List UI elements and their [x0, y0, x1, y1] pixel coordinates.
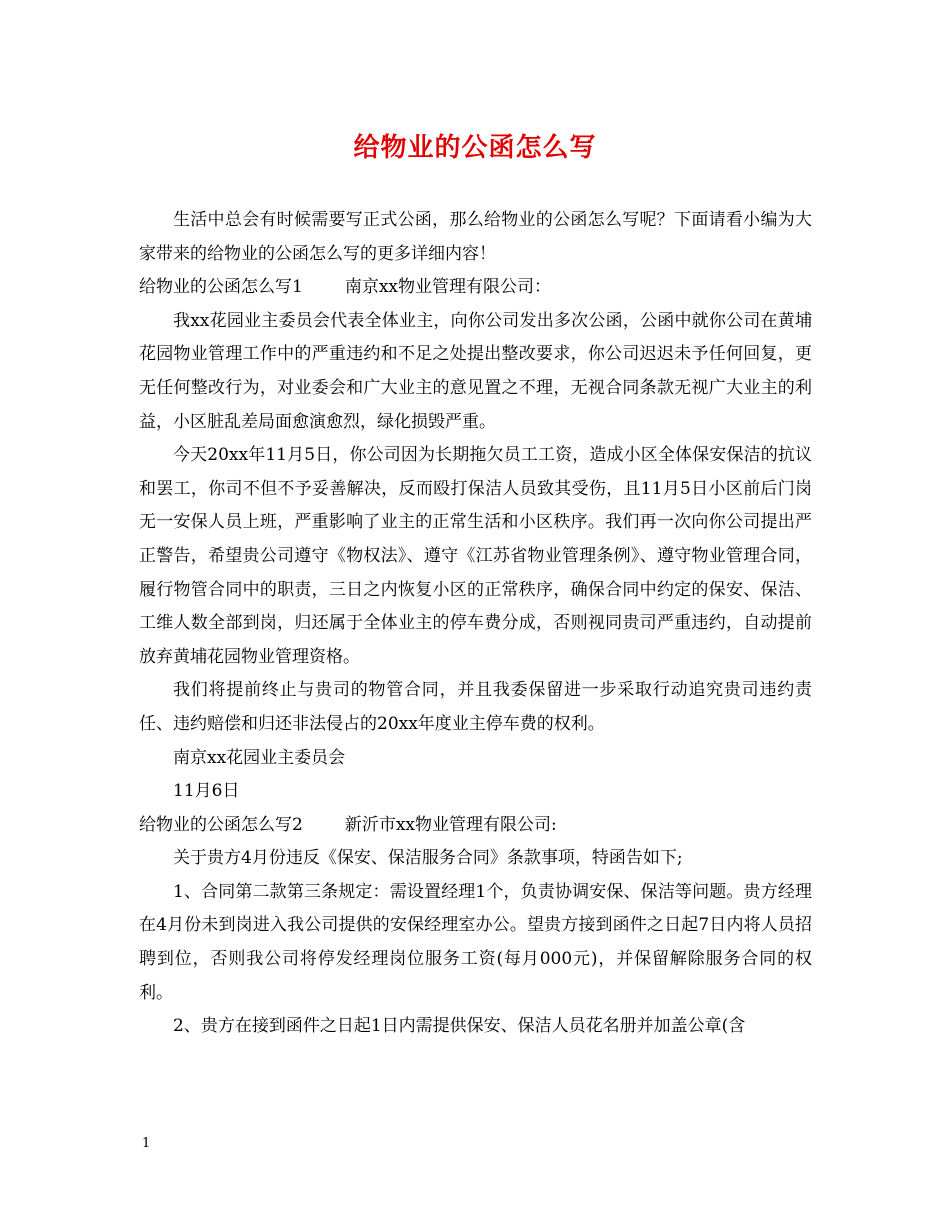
letter1-recipient: 南京xx物业管理有限公司：: [344, 277, 552, 298]
letter1-paragraph-3: 我们将提前终止与贵司的物管合同，并且我委保留进一步采取行动追究贵司违约责任、违约赔偿和归还非法侵占的20xx年度业主停车费的权利。: [139, 680, 812, 734]
letter1-heading-label: 给物业的公函怎么写1: [139, 277, 303, 298]
letter2-paragraph-2: 1、合同第二款第三条规定：需设置经理1个，负责协调安保、保洁等问题。贵方经理在4月份未到岗进入我公司提供的安保经理室办公。望贵方接到函件之日起7日内将人员招聘到位，否则我公司将停发经理岗位服务工资(每月000元)，并保留解除服务合同的权利。: [139, 881, 812, 1003]
letter1-heading: [139, 271, 812, 305]
intro-paragraph: 生活中总会有时候需要写正式公函，那么给物业的公函怎么写呢？下面请看小编为大家带来的给物业的公函怎么写的更多详细内容！: [139, 210, 812, 264]
letter2-heading: [139, 809, 812, 843]
document-body: [139, 204, 812, 1044]
letter2-heading-label: 给物业的公函怎么写2: [139, 814, 303, 835]
page-number: 1: [142, 1136, 151, 1151]
letter2-recipient: 新沂市xx物业管理有限公司:: [344, 814, 557, 835]
letter2-paragraph-3: 2、贵方在接到函件之日起1日内需提供保安、保洁人员花名册并加盖公章(含: [173, 1016, 746, 1037]
letter2-paragraph-1: 关于贵方4月份违反《保安、保洁服务合同》条款事项，特函告如下;: [173, 848, 683, 869]
letter1-paragraph-2: 今天20xx年11月5日，你公司因为长期拖欠员工工资，造成小区全体保安保洁的抗议和罢工，你司不但不予妥善解决，反而殴打保洁人员致其受伤，且11月5日小区前后门岗无一安保人员上班，严重影响了业主的正常生活和小区秩序。我们再一次向你公司提出严正警告，希望贵公司遵守《物权法》、遵守《江苏省物业管理条例》、遵守物业管理合同，履行物管合同中的职责，三日之内恢复小区的正常秩序，确保合同中约定的保安、保洁、工维人数全部到岗，归还属于全体业主的停车费分成，否则视同贵司严重违约，自动提前放弃黄埔花园物业管理资格。: [139, 445, 812, 667]
document-title: 给物业的公函怎么写: [353, 133, 597, 163]
letter1-paragraph-1: 我xx花园业主委员会代表全体业主，向你公司发出多次公函，公函中就你公司在黄埔花园物业管理工作中的严重违约和不足之处提出整改要求，你公司迟迟未予任何回复，更无任何整改行为，对业委会和广大业主的意见置之不理，无视合同条款无视广大业主的利益，小区脏乱差局面愈演愈烈，绿化损毁严重。: [139, 310, 812, 432]
letter1-signature: 南京xx花园业主委员会: [173, 747, 346, 768]
letter1-date: 11月6日: [173, 781, 240, 802]
